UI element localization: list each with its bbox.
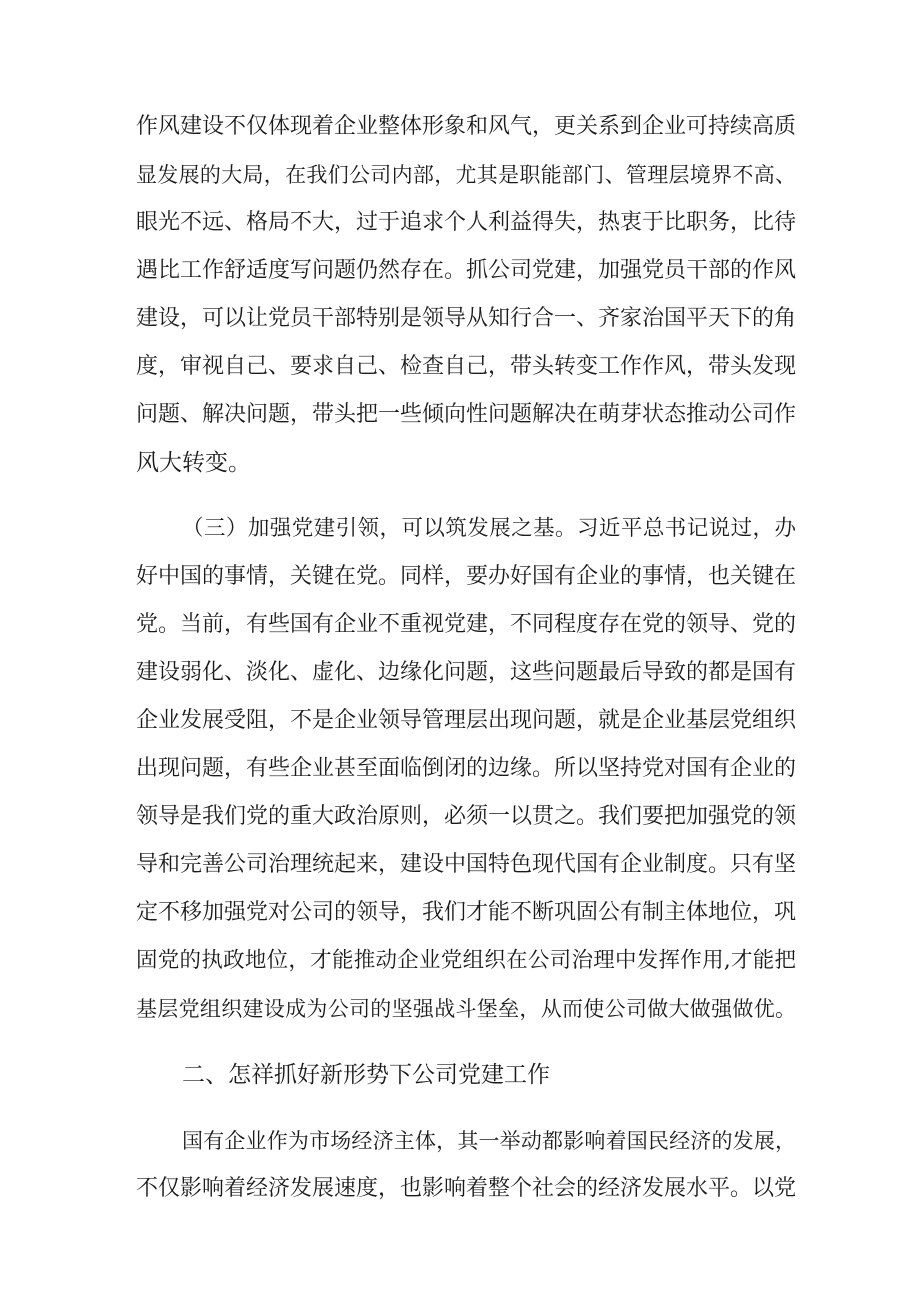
text-line: 基层党组织建设成为公司的坚强战斗堡垒，从而使公司做大做强做优。: [136, 997, 796, 1021]
text-line: 建设弱化、淡化、虚化、边缘化问题，这些问题最后导致的都是国有: [136, 660, 797, 685]
text-line: 度，审视自己、要求自己、检查自己，带头转变工作作风，带头发现: [136, 354, 797, 379]
text-line: 企业发展受阻，不是企业领导管理层出现问题，就是企业基层党组织: [136, 708, 797, 733]
text-line: 问题、解决问题，带头把一些倾向性问题解决在萌芽状态推动公司作: [136, 402, 797, 427]
text-line: 建设，可以让党员干部特别是领导从知行合一、齐家治国平天下的角: [136, 306, 797, 331]
text-line: 作风建设不仅体现着企业整体形象和风气，更关系到企业可持续高质: [136, 114, 797, 139]
text-line: 国有企业作为市场经济主体，其一举动都影响着国民经济的发展，: [182, 1129, 796, 1153]
text-line: 显发展的大局，在我们公司内部，尤其是职能部门、管理层境界不高、: [136, 163, 796, 187]
text-line: 眼光不远、格局不大，过于追求个人利益得失，热衷于比职务，比待: [136, 210, 797, 235]
section-heading: 二、怎祥抓好新形势下公司党建工作: [182, 1062, 550, 1088]
text-line: 不仅影响着经济发展速度，也影响着整个社会的经济发展水平。以党: [136, 1176, 797, 1201]
text-line: 固党的执政地位，才能推动企业党组织在公司治理中发挥作用,才能把: [136, 948, 796, 973]
text-line: 领导是我们党的重大政治原则，必须一以贯之。我们要把加强党的领: [136, 804, 797, 829]
text-line: 好中国的事情，关键在党。同样，要办好国有企业的事情，也关键在: [136, 564, 797, 589]
text-line: 出现问题，有些企业甚至面临倒闭的边缘。所以坚持党对国有企业的: [136, 756, 797, 781]
text-line: 风大转变。: [136, 450, 251, 476]
text-line: 党。当前，有些国有企业不重视党建，不同程度存在党的领导、党的: [136, 612, 797, 637]
text-line: （三）加强党建引领，可以筑发展之基。习近平总书记说过，办: [182, 516, 796, 541]
text-line: 遇比工作舒适度写问题仍然存在。抓公司党建，加强党员干部的作风: [136, 258, 797, 283]
text-line: 导和完善公司治理统起来，建设中国特色现代国有企业制度。只有坚: [136, 852, 797, 877]
text-line: 定不移加强党对公司的领导，我们才能不断巩固公有制主体地位，巩: [136, 900, 797, 925]
